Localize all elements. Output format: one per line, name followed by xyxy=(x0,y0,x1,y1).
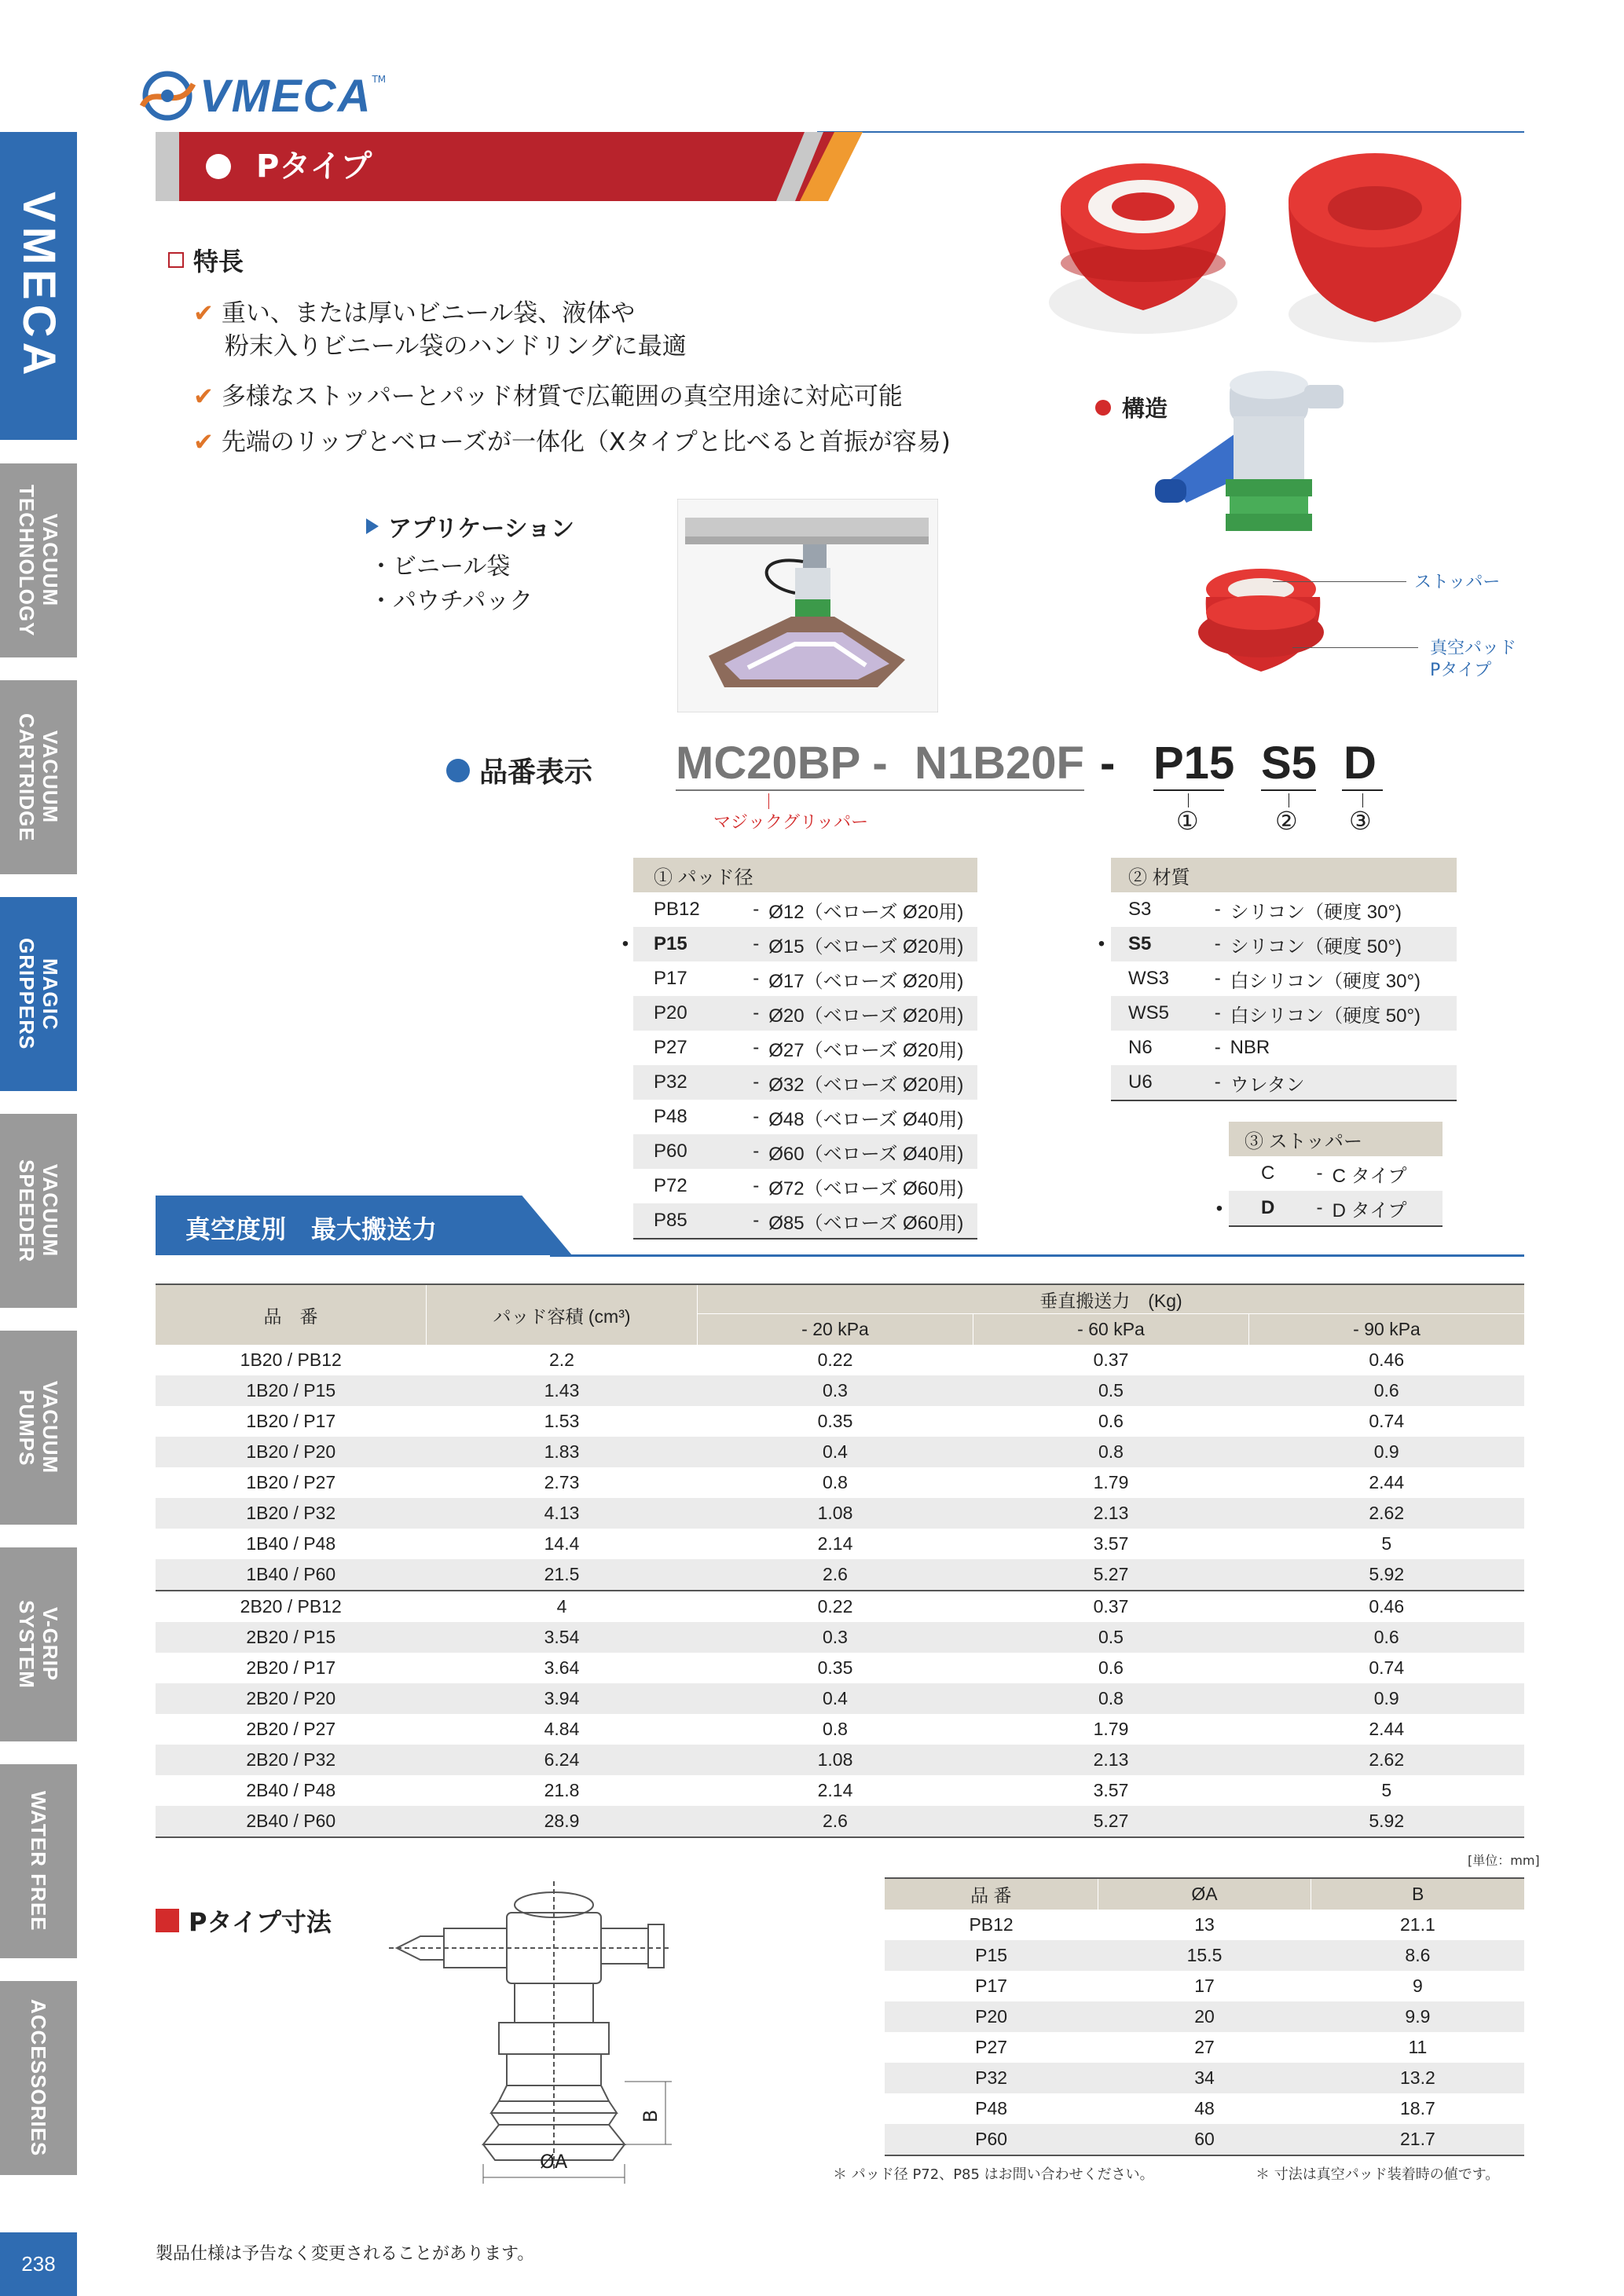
table-cell: 2B40 / P60 xyxy=(246,1811,336,1831)
table-cell: 0.6 xyxy=(1098,1657,1124,1678)
table-cell: P32 xyxy=(975,2067,1008,2088)
table-cell: 0.6 xyxy=(1373,1380,1399,1401)
table-cell: 0.4 xyxy=(823,1688,848,1708)
part-number-seg3: P15 xyxy=(1153,738,1235,789)
table-row xyxy=(156,1467,1524,1498)
table-cell: 0.35 xyxy=(817,1657,853,1678)
table-cell: 20 xyxy=(1194,2006,1215,2027)
table-row xyxy=(885,2032,1524,2063)
table-cell: 0.46 xyxy=(1369,1349,1405,1370)
header-bar xyxy=(156,132,863,201)
sidebar-item-vacuum-cartridge[interactable] xyxy=(0,680,77,874)
table-cell: 5 xyxy=(1381,1533,1392,1554)
table-cell: 2B20 / P15 xyxy=(246,1627,336,1647)
table-row xyxy=(885,2093,1524,2124)
structure-diagram xyxy=(1155,361,1359,691)
feature-item: ✔ 重い、または厚いビニール袋、液体や 粉末入りビニール袋のハンドリングに最適 xyxy=(193,299,687,361)
table-cell: 4.13 xyxy=(544,1503,580,1523)
table-cell: P17 xyxy=(975,1976,1008,1996)
table-cell: 0.74 xyxy=(1369,1657,1405,1678)
table-cell: 11 xyxy=(1408,2037,1428,2057)
table-cell: 2B20 / P32 xyxy=(246,1749,336,1770)
sidebar-item-label: VACUUM PUMPS xyxy=(15,1381,62,1474)
table-cell: 5.92 xyxy=(1369,1564,1405,1584)
table-cell: 0.22 xyxy=(817,1596,853,1617)
table-cell: 2.44 xyxy=(1369,1472,1405,1492)
table-cell: 0.9 xyxy=(1373,1688,1399,1708)
table-row xyxy=(885,1971,1524,2001)
brand-logo-icon xyxy=(138,67,196,125)
table-cell: 2.62 xyxy=(1369,1503,1405,1523)
sidebar-item-label: VACUUM CARTRIDGE xyxy=(15,712,62,842)
table-cell: 0.5 xyxy=(1098,1627,1124,1647)
pad-diameter-table: ① パッド径 PB12 - Ø12（ベローズ Ø20用) • P15 - Ø15（ベローズ Ø20用) P17 - Ø17（ベローズ Ø20用) P20 - Ø20（ベローズ Ø20用) P27 - Ø27（ベローズ Ø20用) P32 - Ø32（ベローズ Ø20用) P48 - Ø48（ベローズ Ø40用) P60 - Ø60（ベローズ Ø40用) P72 - Ø72（ベローズ Ø60用) P85 - Ø85（ベローズ Ø60用) xyxy=(618,858,977,1240)
table-cell: 2.6 xyxy=(823,1564,848,1584)
table-cell: 1B20 / P20 xyxy=(246,1441,336,1462)
table-cell: 1.83 xyxy=(544,1441,580,1462)
table-cell: 8.6 xyxy=(1405,1945,1431,1965)
sidebar-item-accessories[interactable] xyxy=(0,1981,77,2175)
table-cell: 0.37 xyxy=(1093,1349,1129,1370)
product-photo xyxy=(1029,145,1485,357)
table-cell: 0.3 xyxy=(823,1627,848,1647)
force-section-title: 真空度別 最大搬送力 xyxy=(185,1214,438,1244)
table-cell: 21.5 xyxy=(544,1564,580,1584)
checkbox-icon xyxy=(168,252,184,268)
dimension-label-b: B xyxy=(640,2109,662,2123)
table-cell: 0.9 xyxy=(1373,1441,1399,1462)
table-cell: 34 xyxy=(1194,2067,1215,2088)
table-cell: 1B20 / PB12 xyxy=(240,1349,342,1370)
table-cell: 5.27 xyxy=(1093,1564,1129,1584)
table-cell: 1B20 / P17 xyxy=(246,1411,336,1431)
table-row xyxy=(156,1498,1524,1529)
table-cell: 0.8 xyxy=(823,1719,848,1739)
table-cell: 4.84 xyxy=(544,1719,580,1739)
list-item: ・パウチパック xyxy=(369,588,533,615)
table-cell: 2.2 xyxy=(549,1349,574,1370)
stopper-label: ストッパー xyxy=(1414,573,1501,592)
brand-logo xyxy=(138,64,386,127)
table-cell: 3.57 xyxy=(1093,1780,1129,1800)
check-icon: ✔ xyxy=(193,383,214,411)
check-icon: ✔ xyxy=(193,299,214,328)
material-table: ② 材質 S3 - シリコン（硬度 30°) • S5 - シリコン（硬度 50°) WS3 - 白シリコン（硬度 30°) WS5 - 白シリコン（硬度 50°) N6 - NBR U6 - ウレタン xyxy=(1092,858,1457,1101)
unit-note: [単位：mm] xyxy=(1468,1853,1540,1868)
dimension-drawing xyxy=(389,1881,687,2195)
table-cell: 0.74 xyxy=(1369,1411,1405,1431)
bullet-dot-icon xyxy=(446,759,470,782)
table-cell: 2B20 / PB12 xyxy=(240,1596,342,1617)
table-row xyxy=(156,1559,1524,1591)
part-number-underline xyxy=(676,789,1084,791)
table-cell: 2.44 xyxy=(1369,1719,1405,1739)
table-row xyxy=(156,1806,1524,1837)
table-row xyxy=(156,1529,1524,1559)
table-cell: P27 xyxy=(975,2037,1008,2057)
table-cell: 2.6 xyxy=(823,1811,848,1831)
table-cell: 0.37 xyxy=(1093,1596,1129,1617)
table-cell: 2.13 xyxy=(1093,1749,1129,1770)
brand-tm: TM xyxy=(372,74,387,85)
sidebar-item-magic-grippers[interactable] xyxy=(0,897,77,1091)
triangle-right-icon xyxy=(366,518,379,534)
page-title: Pタイプ xyxy=(256,148,372,185)
table-cell: 0.4 xyxy=(823,1441,848,1462)
magic-gripper-label: マジックグリッパー xyxy=(713,813,869,833)
table-cell: 0.8 xyxy=(1098,1688,1124,1708)
table-row xyxy=(156,1775,1524,1806)
square-bullet-icon xyxy=(156,1909,179,1932)
sidebar-item-vacuum-speeder[interactable] xyxy=(0,1114,77,1308)
application-heading: アプリケーション xyxy=(366,509,574,544)
dimension-note-2: ＊ 寸法は真空パッド装着時の値です。 xyxy=(1256,2166,1500,2183)
table-cell: 3.64 xyxy=(544,1657,580,1678)
table-row xyxy=(156,1683,1524,1714)
table-cell: 5 xyxy=(1381,1780,1392,1800)
table-cell: 0.8 xyxy=(1098,1441,1124,1462)
circled-3: ③ xyxy=(1349,806,1372,836)
table-cell: 21.7 xyxy=(1400,2129,1435,2149)
table-cell: 0.35 xyxy=(817,1411,853,1431)
table-cell: 1.79 xyxy=(1093,1719,1129,1739)
sidebar-item-label: MAGIC GRIPPERS xyxy=(15,938,62,1050)
sidebar-item-label: VACUUM SPEEDER xyxy=(15,1159,62,1263)
table-row xyxy=(885,1940,1524,1971)
part-number-seg4: S5 xyxy=(1261,738,1317,789)
table-cell: 9.9 xyxy=(1405,2006,1431,2027)
table-cell: 0.46 xyxy=(1369,1596,1405,1617)
application-list xyxy=(369,550,533,619)
sidebar-logo-tab[interactable] xyxy=(0,132,77,440)
sidebar-item-vacuum-technology[interactable] xyxy=(0,463,77,657)
table-cell: 0.3 xyxy=(823,1380,848,1401)
table-cell: 1.53 xyxy=(544,1411,580,1431)
table-cell: 15.5 xyxy=(1186,1945,1223,1965)
footer-note: 製品仕様は予告なく変更されることがあります。 xyxy=(156,2244,535,2264)
table-cell: 6.24 xyxy=(544,1749,580,1770)
force-table: 品 番 パッド容積 (cm³) 垂直搬送力 (Kg) - 20 kPa - 60 kPa - 90 kPa 1B20 / PB12 2.2 0.22 0.37 0.46 1B20 / P15 1.43 0.3 0.5 0.6 1B20 / P17 1.53 0.35 0.6 0.74 1B20 / P20 1.83 0.4 0.8 0.9 1B20 / P27 2.73 0.8 1.79 2.44 1B20 / P32 4.13 1.08 2.13 2.62 1B40 / P48 14.4 2.14 3.57 5 1B40 / P60 21.5 2.6 5.27 5.92 2B20 / PB12 4 0.22 0.37 0.46 2B20 / P15 3.54 0.3 0.5 0.6 2B20 / P17 3.64 0.35 0.6 0.74 2B20 / P20 3.94 0.4 0.8 0.9 2B20 / P27 4.84 0.8 1.79 2.44 2B20 / P32 6.24 1.08 2.13 2.62 2B40 / P48 21.8 2.14 3.57 5 2B40 / P60 28.9 2.6 5.27 5.92 xyxy=(156,1283,1524,1838)
page-number: 238 xyxy=(21,2252,56,2276)
list-item: ・ビニール袋 xyxy=(369,553,511,580)
table-row xyxy=(156,1745,1524,1775)
table-cell: 2.13 xyxy=(1093,1503,1129,1523)
table-cell: 4 xyxy=(556,1596,567,1617)
table-cell: 1B40 / P48 xyxy=(246,1533,336,1554)
table-cell: P20 xyxy=(975,2006,1008,2027)
pad-label: 真空パッド Pタイプ xyxy=(1430,639,1517,680)
part-number-dash: - xyxy=(1100,738,1116,789)
table-row xyxy=(885,2124,1524,2155)
table-row xyxy=(156,1406,1524,1437)
dimension-table: 品 番 ØA B PB12 13 21.1 P15 15.5 8.6 P17 17 9 P20 20 9.9 P27 27 11 P32 34 13.2 P48 48 18.7 P60 60 21.7 xyxy=(885,1877,1524,2156)
table-cell: 14.4 xyxy=(544,1533,580,1554)
table-cell: 1.08 xyxy=(817,1749,853,1770)
table-cell: 18.7 xyxy=(1400,2098,1435,2118)
features-heading: 特長 xyxy=(168,242,244,278)
table-cell: 3.54 xyxy=(544,1627,580,1647)
table-cell: 2.14 xyxy=(817,1780,853,1800)
page-number-tab xyxy=(0,2232,77,2296)
sidebar-item-label: ACCESSORIES xyxy=(27,1999,50,2157)
table-cell: 21.8 xyxy=(544,1780,580,1800)
table-row xyxy=(885,2063,1524,2093)
table-cell: 21.1 xyxy=(1400,1914,1435,1935)
sidebar-item-label: VACUUM TECHNOLOGY xyxy=(15,484,62,637)
table-cell: 1B20 / P27 xyxy=(246,1472,336,1492)
table-cell: 5.27 xyxy=(1093,1811,1129,1831)
table-cell: 1.79 xyxy=(1093,1472,1129,1492)
part-number-seg1: MC20BP - xyxy=(676,738,888,789)
check-icon: ✔ xyxy=(193,428,214,456)
part-number-seg5: D xyxy=(1344,738,1377,789)
dimension-heading: Pタイプ寸法 xyxy=(156,1902,332,1939)
table-cell: 0.8 xyxy=(823,1472,848,1492)
table-cell: 2.62 xyxy=(1369,1749,1405,1770)
part-number-heading: 品番表示 xyxy=(446,750,592,790)
sidebar-item-v-grip-system[interactable] xyxy=(0,1547,77,1741)
table-cell: 60 xyxy=(1194,2129,1215,2149)
sidebar-item-label: V-GRIP SYSTEM xyxy=(15,1600,62,1689)
table-cell: 27 xyxy=(1194,2037,1215,2057)
table-cell: 17 xyxy=(1194,1976,1215,1996)
table-cell: P60 xyxy=(975,2129,1008,2149)
table-cell: 28.9 xyxy=(544,1811,580,1831)
table-cell: 2B20 / P20 xyxy=(246,1688,336,1708)
pad-leader-line xyxy=(1292,647,1418,648)
table-cell: 1B20 / P32 xyxy=(246,1503,336,1523)
sidebar-item-water-free[interactable] xyxy=(0,1764,77,1958)
sidebar-item-label: WATER FREE xyxy=(27,1791,50,1932)
table-cell: 3.94 xyxy=(544,1688,580,1708)
table-cell: 13 xyxy=(1194,1914,1215,1935)
table-row xyxy=(156,1653,1524,1683)
table-row xyxy=(885,2001,1524,2032)
sidebar-item-vacuum-pumps[interactable] xyxy=(0,1331,77,1525)
stopper-leader-line xyxy=(1273,581,1406,582)
sidebar-logo: VMECA xyxy=(13,192,64,380)
table-cell: P15 xyxy=(975,1945,1008,1965)
table-cell: 1B20 / P15 xyxy=(246,1380,336,1401)
table-cell: 1.08 xyxy=(817,1503,853,1523)
table-cell: 2B40 / P48 xyxy=(246,1780,336,1800)
table-cell: 2.14 xyxy=(817,1533,853,1554)
table-cell: 48 xyxy=(1194,2098,1215,2118)
table-row xyxy=(156,1622,1524,1653)
table-cell: 2B20 / P17 xyxy=(246,1657,336,1678)
table-row xyxy=(885,1910,1524,1940)
table-cell: P48 xyxy=(975,2098,1008,2118)
structure-heading: 構造 xyxy=(1095,391,1168,423)
table-cell: 0.6 xyxy=(1098,1411,1124,1431)
table-cell: 13.2 xyxy=(1400,2067,1435,2088)
table-cell: 5.92 xyxy=(1369,1811,1405,1831)
table-row xyxy=(156,1714,1524,1745)
brand-name: VMECA xyxy=(200,70,372,122)
table-cell: 1B40 / P60 xyxy=(246,1564,336,1584)
table-row xyxy=(156,1375,1524,1406)
feature-item: ✔ 先端のリップとベローズが一体化（Xタイプと比べると首振が容易) xyxy=(193,428,951,456)
feature-item: ✔ 多様なストッパーとパッド材質で広範囲の真空用途に対応可能 xyxy=(193,383,903,411)
table-cell: 0.5 xyxy=(1098,1380,1124,1401)
stopper-table: ③ ストッパー C - C タイプ • D - D タイプ xyxy=(1210,1122,1443,1227)
table-cell: 0.22 xyxy=(817,1349,853,1370)
part-number-seg2: N1B20F xyxy=(915,738,1084,789)
circled-1: ① xyxy=(1176,806,1199,836)
table-cell: 1.43 xyxy=(544,1380,580,1401)
table-row xyxy=(156,1345,1524,1375)
dimension-label-a: ØA xyxy=(540,2151,568,2173)
bullet-dot-icon xyxy=(1095,400,1111,416)
table-cell: 2.73 xyxy=(544,1472,580,1492)
header-top-rule xyxy=(817,131,1524,133)
dimension-note-1: ＊ パッド径 P72、P85 はお問い合わせください。 xyxy=(833,2166,1154,2183)
magic-gripper-tick xyxy=(768,793,769,809)
table-cell: 0.6 xyxy=(1373,1627,1399,1647)
table-cell: 9 xyxy=(1413,1976,1423,1996)
application-photo xyxy=(677,499,938,712)
circled-2: ② xyxy=(1275,806,1298,836)
table-row xyxy=(156,1437,1524,1467)
table-row xyxy=(156,1591,1524,1622)
force-section-rule xyxy=(550,1254,1524,1257)
table-cell: PB12 xyxy=(969,1914,1014,1935)
table-cell: 2B20 / P27 xyxy=(246,1719,336,1739)
table-cell: 3.57 xyxy=(1093,1533,1129,1554)
